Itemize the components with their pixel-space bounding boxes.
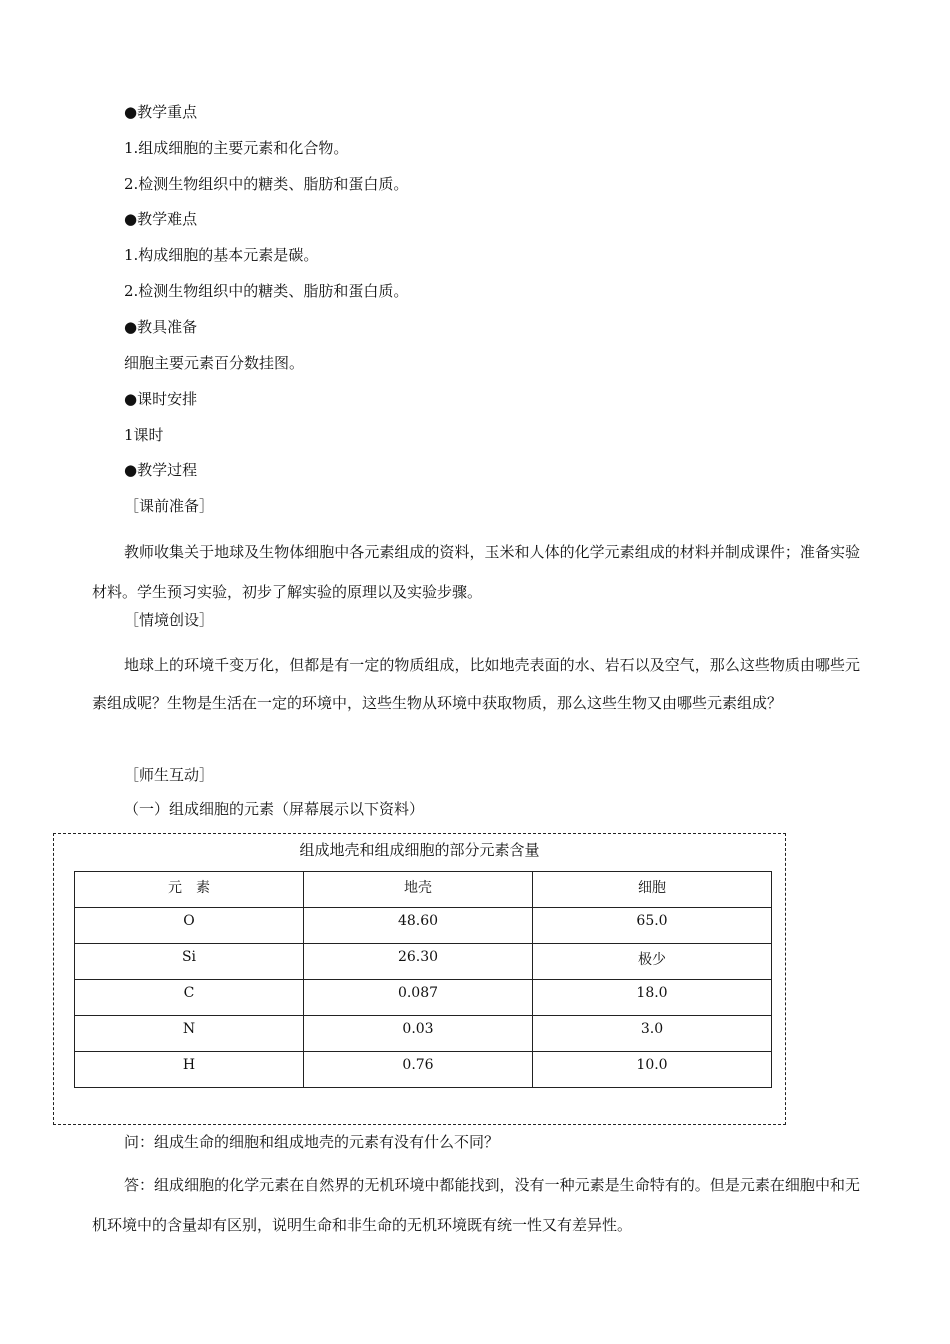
table-cell: 0.03 — [304, 1016, 533, 1052]
heading-scenario: ［情境创设］ — [124, 611, 215, 629]
table-cell: C — [75, 980, 304, 1016]
table-cell: N — [75, 1016, 304, 1052]
table-cell: 18.0 — [533, 980, 772, 1016]
element-content-table — [74, 871, 772, 1088]
table-caption: 组成地壳和组成细胞的部分元素含量 — [299, 841, 540, 859]
schedule-text: 1课时 — [124, 426, 164, 444]
element-content-box — [53, 833, 786, 1125]
table-row — [75, 980, 772, 1016]
header-element: 元 素 — [75, 872, 304, 908]
header-crust: 地壳 — [304, 872, 533, 908]
question-text: 问：组成生命的细胞和组成地壳的元素有没有什么不同？ — [124, 1133, 500, 1151]
table-row — [75, 944, 772, 980]
table-cell: 26.30 — [304, 944, 533, 980]
table-cell: 65.0 — [533, 908, 772, 944]
table-cell: H — [75, 1052, 304, 1088]
table-cell: 3.0 — [533, 1016, 772, 1052]
table-cell: 0.76 — [304, 1052, 533, 1088]
table-cell: 48.60 — [304, 908, 533, 944]
heading-schedule: ●课时安排 — [124, 390, 198, 408]
heading-interaction: ［师生互动］ — [124, 766, 215, 784]
answer-paragraph: 答：组成细胞的化学元素在自然界的无机环境中都能找到，没有一种元素是生命特有的。但是元素在细胞中和无机环境中的含量却有区别，说明生命和非生命的无机环境既有统一性又有差异性。 — [92, 1176, 860, 1234]
table-cell: 0.087 — [304, 980, 533, 1016]
heading-teaching-focus: ●教学重点 — [124, 103, 198, 121]
focus-item-1: 1.组成细胞的主要元素和化合物。 — [124, 139, 349, 157]
table-row — [75, 908, 772, 944]
table-cell: 10.0 — [533, 1052, 772, 1088]
difficulty-item-1: 1.构成细胞的基本元素是碳。 — [124, 246, 319, 264]
table-header-row — [75, 872, 772, 908]
heading-teaching-difficulty: ●教学难点 — [124, 210, 198, 228]
table-row — [75, 1016, 772, 1052]
table-cell: O — [75, 908, 304, 944]
heading-teaching-tools: ●教具准备 — [124, 318, 198, 336]
focus-item-2: 2.检测生物组织中的糖类、脂肪和蛋白质。 — [124, 175, 409, 193]
scenario-paragraph: 地球上的环境千变万化，但都是有一定的物质组成，比如地壳表面的水、岩石以及空气，那么这些物质由哪些元素组成呢？生物是生活在一定的环境中，这些生物从环境中获取物质，那么这些生物又由哪些元素组成？ — [92, 656, 860, 712]
heading-teaching-process: ●教学过程 — [124, 461, 198, 479]
table-cell: Si — [75, 944, 304, 980]
tools-text: 细胞主要元素百分数挂图。 — [124, 354, 305, 372]
heading-preparation: ［课前准备］ — [124, 497, 215, 515]
preparation-paragraph: 教师收集关于地球及生物体细胞中各元素组成的资料，玉米和人体的化学元素组成的材料并制成课件；准备实验材料。学生预习实验，初步了解实验的原理以及实验步骤。 — [92, 543, 860, 601]
table-cell: 极少 — [533, 944, 772, 980]
header-cell: 细胞 — [533, 872, 772, 908]
part1-heading: （一）组成细胞的元素（屏幕展示以下资料） — [124, 800, 425, 818]
table-row — [75, 1052, 772, 1088]
difficulty-item-2: 2.检测生物组织中的糖类、脂肪和蛋白质。 — [124, 282, 409, 300]
